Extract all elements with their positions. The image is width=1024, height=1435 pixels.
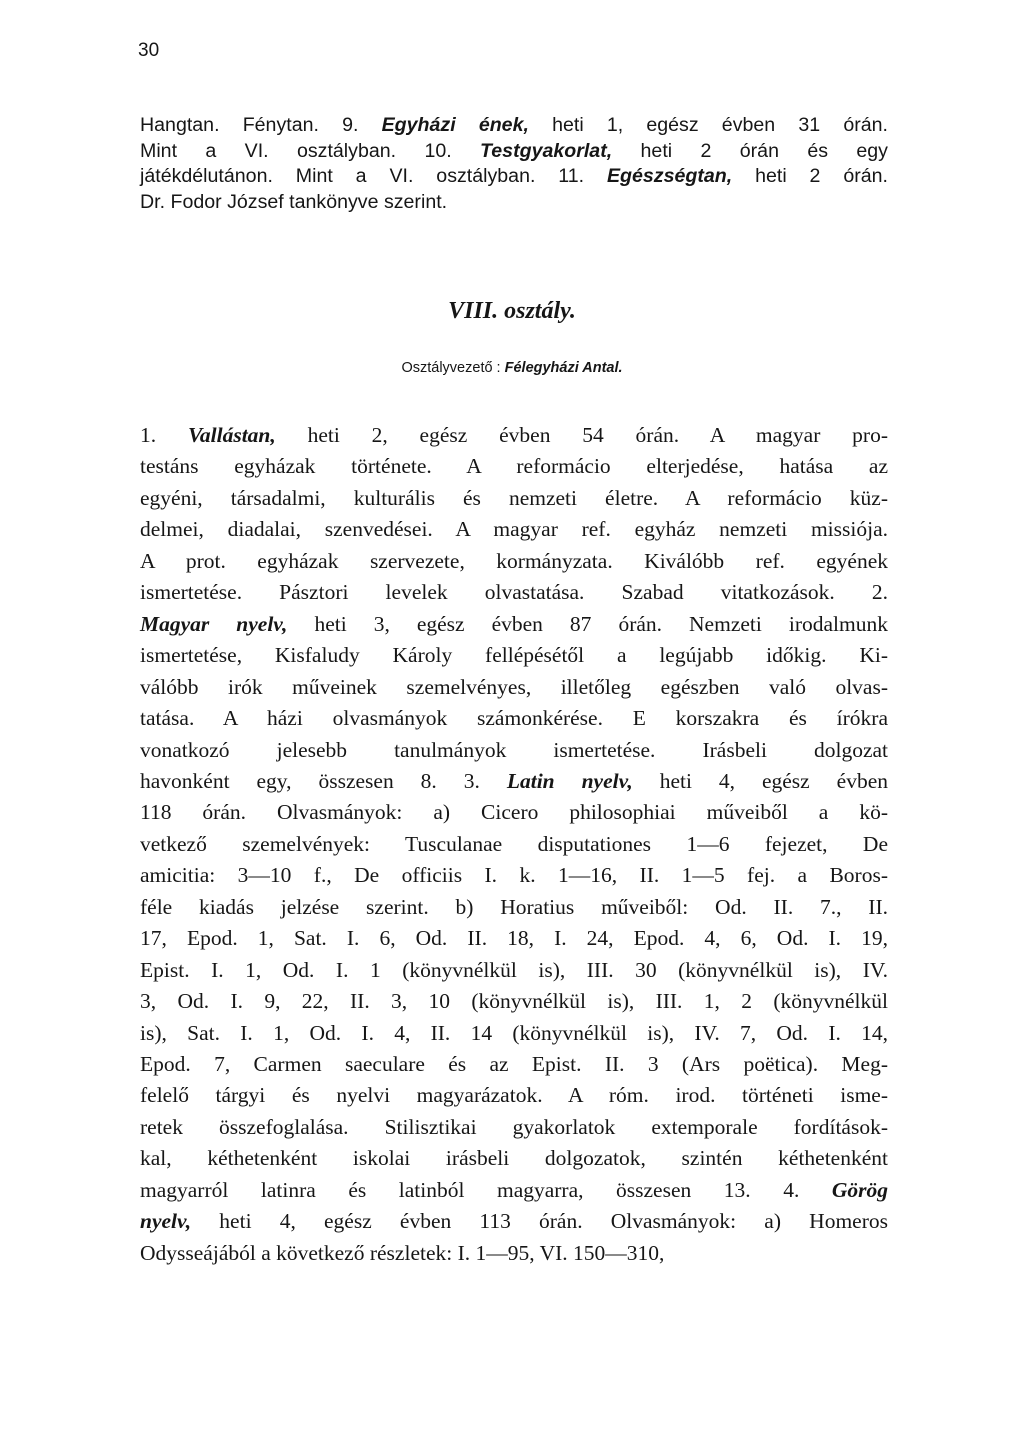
text-line (140, 829, 888, 859)
subject-title: Egyházi ének, (381, 114, 529, 136)
subject-title: Magyar nyelv, (140, 611, 288, 636)
text-run: Epod. 7, Carmen saeculare és az Epist. II. 3 (Ars poëtica). Meg- (140, 1052, 888, 1076)
text-run: 17, Epod. 1, Sat. I. 6, Od. II. 18, I. 24, Epod. 4, 6, Od. I. 19, (140, 926, 888, 951)
class-teacher-label: Osztályvezető : (401, 360, 501, 376)
text-line (140, 546, 888, 576)
subject-title: Egészségtan, (606, 165, 733, 187)
text-run: felelő tárgyi és nyelvi magyarázatok. A róm. irod. történeti isme- (140, 1083, 888, 1108)
text-line (140, 1112, 888, 1142)
text-line (140, 986, 888, 1016)
text-line (140, 609, 888, 639)
text-line (140, 672, 888, 702)
text-run: heti 3, egész évben 87 órán. Nemzeti irodalmunk (287, 611, 888, 636)
section-heading: VIII. osztály. (448, 298, 576, 324)
text-run: Mint a VI. osztályban. 10. (140, 139, 481, 162)
text-run: Epist. I. 1, Od. I. 1 (könyvnélkül is), III. 30 (könyvnélkül is), IV. (140, 957, 888, 982)
text-line (140, 766, 888, 796)
text-run: delmei, diadalai, szenvedései. A magyar ref. egyház nemzeti missiója. (140, 517, 888, 542)
text-run: vetkező szemelvények: Tusculanae disputationes 1—6 fejezet, De (140, 831, 888, 856)
text-run: magyarról latinra és latinból magyarra, összesen 13. 4. (140, 1177, 832, 1202)
text-line (140, 735, 888, 765)
text-run: Odysseájából a következő részletek: I. 1—95, VI. 150—310, (140, 1240, 665, 1265)
text-run: testáns egyházak története. A reformácio elterjedése, hatása az (140, 454, 888, 479)
page-number: 30 (138, 40, 160, 61)
text-line (140, 483, 888, 513)
text-line (140, 1238, 888, 1268)
text-run: heti 4, egész évben (632, 768, 888, 793)
text-run: válóbb irók műveinek szemelvényes, illetőleg egészben való olvas- (140, 674, 888, 699)
subject-title: nyelv, (140, 1209, 192, 1234)
text-run: heti 1, egész évben 31 órán. (528, 114, 888, 136)
text-line (140, 451, 888, 481)
text-line (140, 1080, 888, 1110)
text-line (140, 955, 888, 985)
text-line (140, 577, 888, 607)
text-run: ismertetése. Pásztori levelek olvastatása. Szabad vitatkozások. 2. (140, 580, 888, 605)
text-line (140, 860, 888, 890)
text-run: heti 2 órán. (732, 165, 888, 187)
text-run: retek összefoglalása. Stilisztikai gyakorlatok extemporale fordítások- (140, 1114, 888, 1139)
subject-title: Vallástan, (187, 423, 276, 447)
text-line (140, 1018, 888, 1048)
text-line (140, 703, 888, 733)
text-run: féle kiadás jelzése szerint. b) Horatius műveiből: Od. II. 7., II. (140, 894, 888, 919)
text-run: heti 2 órán és egy (612, 139, 888, 162)
class-teacher-name: Félegyházi Antal. (504, 360, 623, 376)
text-run: Dr. Fodor József tankönyve szerint. (140, 190, 448, 213)
text-line (140, 892, 888, 922)
text-line (140, 640, 888, 670)
text-line (140, 1143, 888, 1173)
text-run: havonként egy, összesen 8. 3. (140, 768, 507, 793)
text-run: játékdélutánon. Mint a VI. osztályban. 11. (140, 165, 607, 187)
text-run: heti 4, egész évben 113 órán. Olvasmányok: a) Homeros (191, 1209, 888, 1234)
text-run: tatása. A házi olvasmányok számonkérése. E korszakra és írókra (140, 706, 888, 731)
text-line (140, 187, 888, 217)
text-run: 118 órán. Olvasmányok: a) Cicero philosophiai műveiből a kö- (140, 800, 888, 825)
text-run: is), Sat. I. 1, Od. I. 4, II. 14 (könyvnélkül is), IV. 7, Od. I. 14, (140, 1020, 888, 1045)
text-run: Hangtan. Fénytan. 9. (140, 114, 382, 136)
text-run: amicitia: 3—10 f., De officiis I. k. 1—16, II. 1—5 fej. a Boros- (140, 863, 888, 888)
subject-title: Testgyakorlat, (480, 139, 613, 162)
text-line (140, 1206, 888, 1236)
text-run: heti 2, egész évben 54 órán. A magyar pro- (275, 423, 889, 447)
text-run: vonatkozó jelesebb tanulmányok ismertetése. Irásbeli dolgozat (140, 737, 888, 762)
text-line (140, 797, 888, 827)
text-run: 1. (140, 423, 188, 447)
text-line (140, 1175, 888, 1205)
text-line (140, 420, 888, 450)
text-run: A prot. egyházak szervezete, kormányzata. Kiválóbb ref. egyének (140, 548, 888, 573)
text-line (140, 923, 888, 953)
text-line (140, 1049, 888, 1079)
text-run: 3, Od. I. 9, 22, II. 3, 10 (könyvnélkül is), III. 1, 2 (könyvnélkül (140, 989, 888, 1014)
text-run: ismertetése, Kisfaludy Károly fellépésétől a legújabb időkig. Ki- (140, 643, 888, 668)
text-run: egyéni, társadalmi, kulturális és nemzeti életre. A reformácio küz- (140, 485, 888, 510)
text-run: kal, kéthetenként iskolai irásbeli dolgozatok, szintén kéthetenként (140, 1146, 888, 1171)
subject-title: Latin nyelv, (506, 768, 633, 793)
class-teacher-line (0, 360, 1024, 376)
text-line (140, 514, 888, 544)
subject-title: Görög (831, 1177, 888, 1202)
